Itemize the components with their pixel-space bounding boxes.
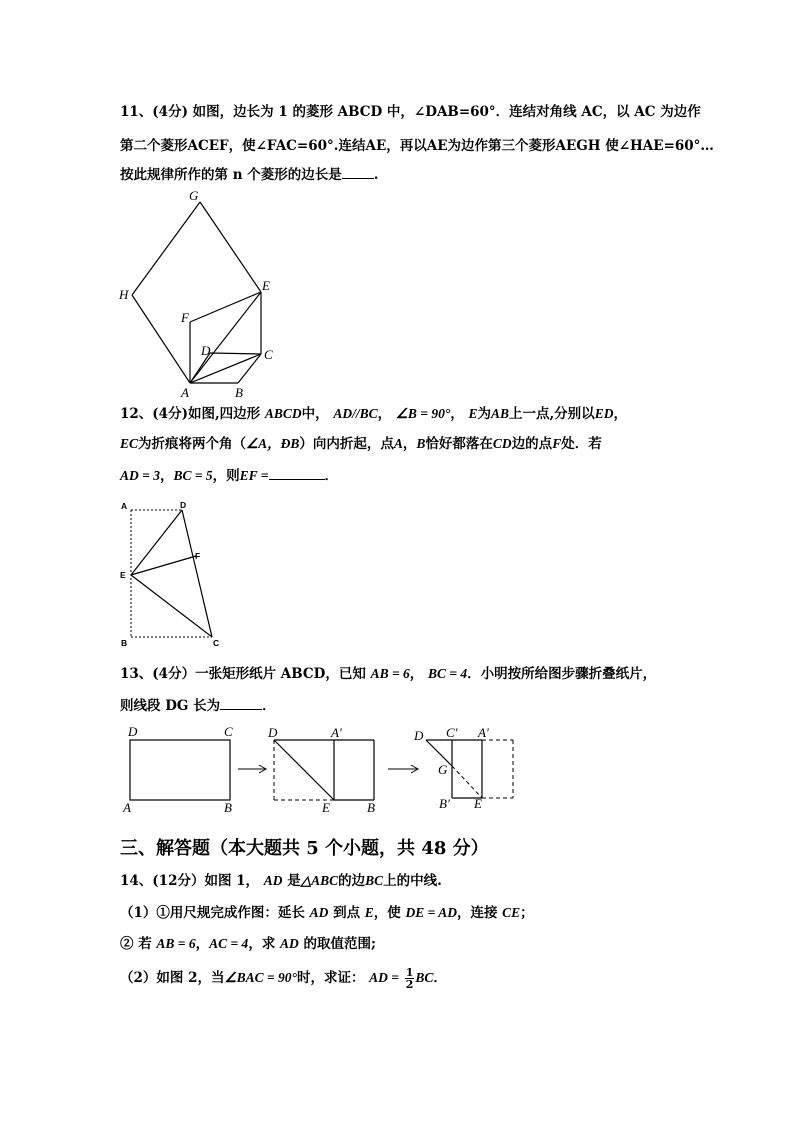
q14-l3-e: ，求 — [248, 936, 276, 952]
q12-l2-j: 边的点 — [511, 436, 553, 452]
q11-line3-end: . — [373, 167, 379, 183]
q12-l2-g: B — [416, 436, 426, 451]
q12-l1-d: AD//BC — [333, 406, 378, 421]
q14-line3 — [120, 935, 376, 953]
q14-l1-d: △ABC — [300, 873, 339, 888]
q13-f1-d: D — [128, 724, 138, 739]
q13-l2-b: ． — [262, 698, 276, 714]
q12-l1-i: 为 — [477, 406, 491, 422]
q11-label-d: D — [201, 343, 211, 358]
q12-l1-a: 12、(4分)如图,四边形 — [120, 406, 261, 422]
q13-f1-a: A — [123, 800, 131, 815]
q14-l2-b: AD — [309, 905, 329, 920]
q13-l1-e: ．小明按所给图步骤折叠纸片， — [467, 666, 657, 682]
q13-l2-a: 则线段 DG 长为 — [120, 698, 221, 714]
q11-label-a: A — [181, 385, 189, 400]
q12-label-e: E — [120, 570, 126, 580]
q12-l2-l: 处．若 — [561, 436, 602, 452]
q12-l1-e: ， — [377, 406, 392, 422]
q12-label-f: F — [195, 551, 201, 561]
q14-line1 — [120, 872, 442, 890]
q13-arrow-2 — [388, 765, 418, 773]
q13-f3-a1: A′ — [478, 725, 489, 740]
q12-l2-d: ）向内折起，点 — [299, 436, 394, 452]
q14-l4-e: BC — [415, 970, 434, 985]
q12-label-a: A — [121, 501, 128, 511]
q11-label-f: F — [181, 310, 189, 325]
q14-l4-a: （2）如图 2，当 — [120, 970, 225, 986]
q12-l2-a: EC — [120, 436, 139, 451]
q12-l1-f: ∠B = 90° — [395, 406, 451, 421]
q13-f3-d: D — [414, 728, 424, 743]
q12-l1-l: ED — [594, 406, 614, 421]
q14-l2-h: CE — [502, 905, 521, 920]
q14-l2-a: （1）①用尺规完成作图：延长 — [120, 905, 305, 921]
q13-f3-g: G — [438, 762, 448, 777]
q13-l1-a: 13、(4分）一张矩形纸片 ABCD，已知 — [120, 666, 366, 682]
q14-l1-f: BC — [365, 873, 384, 888]
q11-line3-text: 按此规律所作的第 n 个菱形的边长是 — [120, 167, 342, 183]
q13-f2-e: E — [322, 800, 330, 815]
q14-line4 — [120, 966, 447, 990]
q12-label-c: C — [213, 638, 220, 648]
q12-l2-b: 为折痕将两个角（ — [138, 436, 247, 452]
q14-line2 — [120, 904, 534, 922]
q11-label-e: E — [262, 278, 270, 293]
q14-l4-f: ． — [433, 970, 447, 986]
q14-l2-i: ； — [520, 905, 534, 921]
q11-label-c: C — [264, 347, 273, 362]
q11-line2: 第二个菱形ACEF，使∠FAC=60°.连结AE，再以AE为边作第三个菱形AEGH 使∠HAE=60°… — [120, 138, 714, 154]
q14-l1-e: 的边 — [338, 873, 366, 889]
q13-f1-c: C — [224, 724, 233, 739]
q12-l2-h: 恰好都落在 — [425, 436, 493, 452]
q14-l3-f: AD — [280, 936, 299, 951]
q13-f3-b1: B′ — [439, 796, 450, 811]
q14-l2-d: E — [364, 905, 374, 920]
q14-l3-d: AC = 4 — [209, 936, 249, 951]
q11-label-b: B — [235, 385, 243, 400]
q12-l2-k: F — [552, 436, 562, 451]
q13-f3-e: E — [474, 796, 482, 811]
q14-fraction — [405, 967, 415, 990]
q12-l3-c: BC = 5 — [173, 468, 213, 483]
q12-l1-m: ， — [613, 406, 627, 422]
q13-f2-a1: A′ — [331, 725, 342, 740]
section-heading: 三、解答题（本大题共 5 个小题，共 48 分） — [120, 838, 489, 859]
q14-l2-c: 到点 — [333, 905, 361, 921]
q13-l1-d: BC = 4 — [427, 666, 468, 681]
q14-l1-a: 14、(12分）如图 1， — [120, 873, 260, 889]
q12-l2-i: CD — [492, 436, 512, 451]
q14-l3-a: ② 若 — [120, 936, 152, 952]
q14-l3-b: AB = 6 — [156, 936, 196, 951]
q12-l3-a: AD = 3 — [120, 468, 160, 483]
q12-l1-c: 中， — [301, 406, 329, 422]
q12-l2-f: ， — [402, 436, 417, 452]
q11-label-g: G — [189, 188, 199, 203]
q13-l1-b: AB = 6 — [370, 666, 410, 681]
q13-f1-b: B — [224, 800, 232, 815]
q14-l1-b: AD — [263, 873, 283, 888]
q12-l1-j: AB — [490, 406, 509, 421]
q13-f2-d: D — [268, 725, 278, 740]
q14-l4-b: ∠BAC = 90° — [224, 970, 297, 985]
q12-l3-b: ， — [159, 468, 174, 484]
q12-l3-f: ． — [324, 468, 338, 484]
q14-l4-d: AD = — [369, 970, 399, 985]
q12-l1-g: ， — [450, 406, 464, 422]
q12-label-d: D — [180, 500, 187, 510]
q12-l1-b: ABCD — [264, 406, 302, 421]
q14-l2-f: DE = AD — [405, 905, 457, 920]
q12-l2-c: ∠A，ÐB — [246, 436, 300, 451]
q12-l1-k: 上一点,分别以 — [508, 406, 595, 422]
q12-label-b: B — [121, 638, 128, 648]
q14-l1-g: 上的中线. — [383, 873, 442, 889]
q14-l3-c: ， — [195, 936, 210, 952]
q12-l3-e: EF = — [239, 468, 269, 483]
q14-l1-c: 是 — [287, 873, 301, 889]
q14-l2-e: ，使 — [373, 905, 401, 921]
q14-l3-g: 的取值范围; — [303, 936, 376, 952]
q11-label-h: H — [119, 287, 129, 302]
q12-l3-d: ，则 — [212, 468, 240, 484]
q13-l1-c: ， — [409, 666, 424, 682]
q14-l2-g: ，连接 — [456, 905, 498, 921]
q14-frac-den: 2 — [405, 978, 414, 991]
q11-line1: 11、(4分) 如图，边长为 1 的菱形 ABCD 中，∠DAB=60°．连结对角线 AC，以 AC 为边作 — [120, 104, 701, 120]
q12-l2-e: A — [393, 436, 403, 451]
q13-f2-b: B — [367, 800, 375, 815]
q13-f3-c1: C′ — [446, 725, 458, 740]
q12-l1-h: E — [468, 406, 478, 421]
q14-l4-c: 时，求证： — [296, 970, 365, 986]
q14-frac-num: 1 — [405, 966, 414, 979]
q13-arrow-1 — [238, 765, 266, 773]
